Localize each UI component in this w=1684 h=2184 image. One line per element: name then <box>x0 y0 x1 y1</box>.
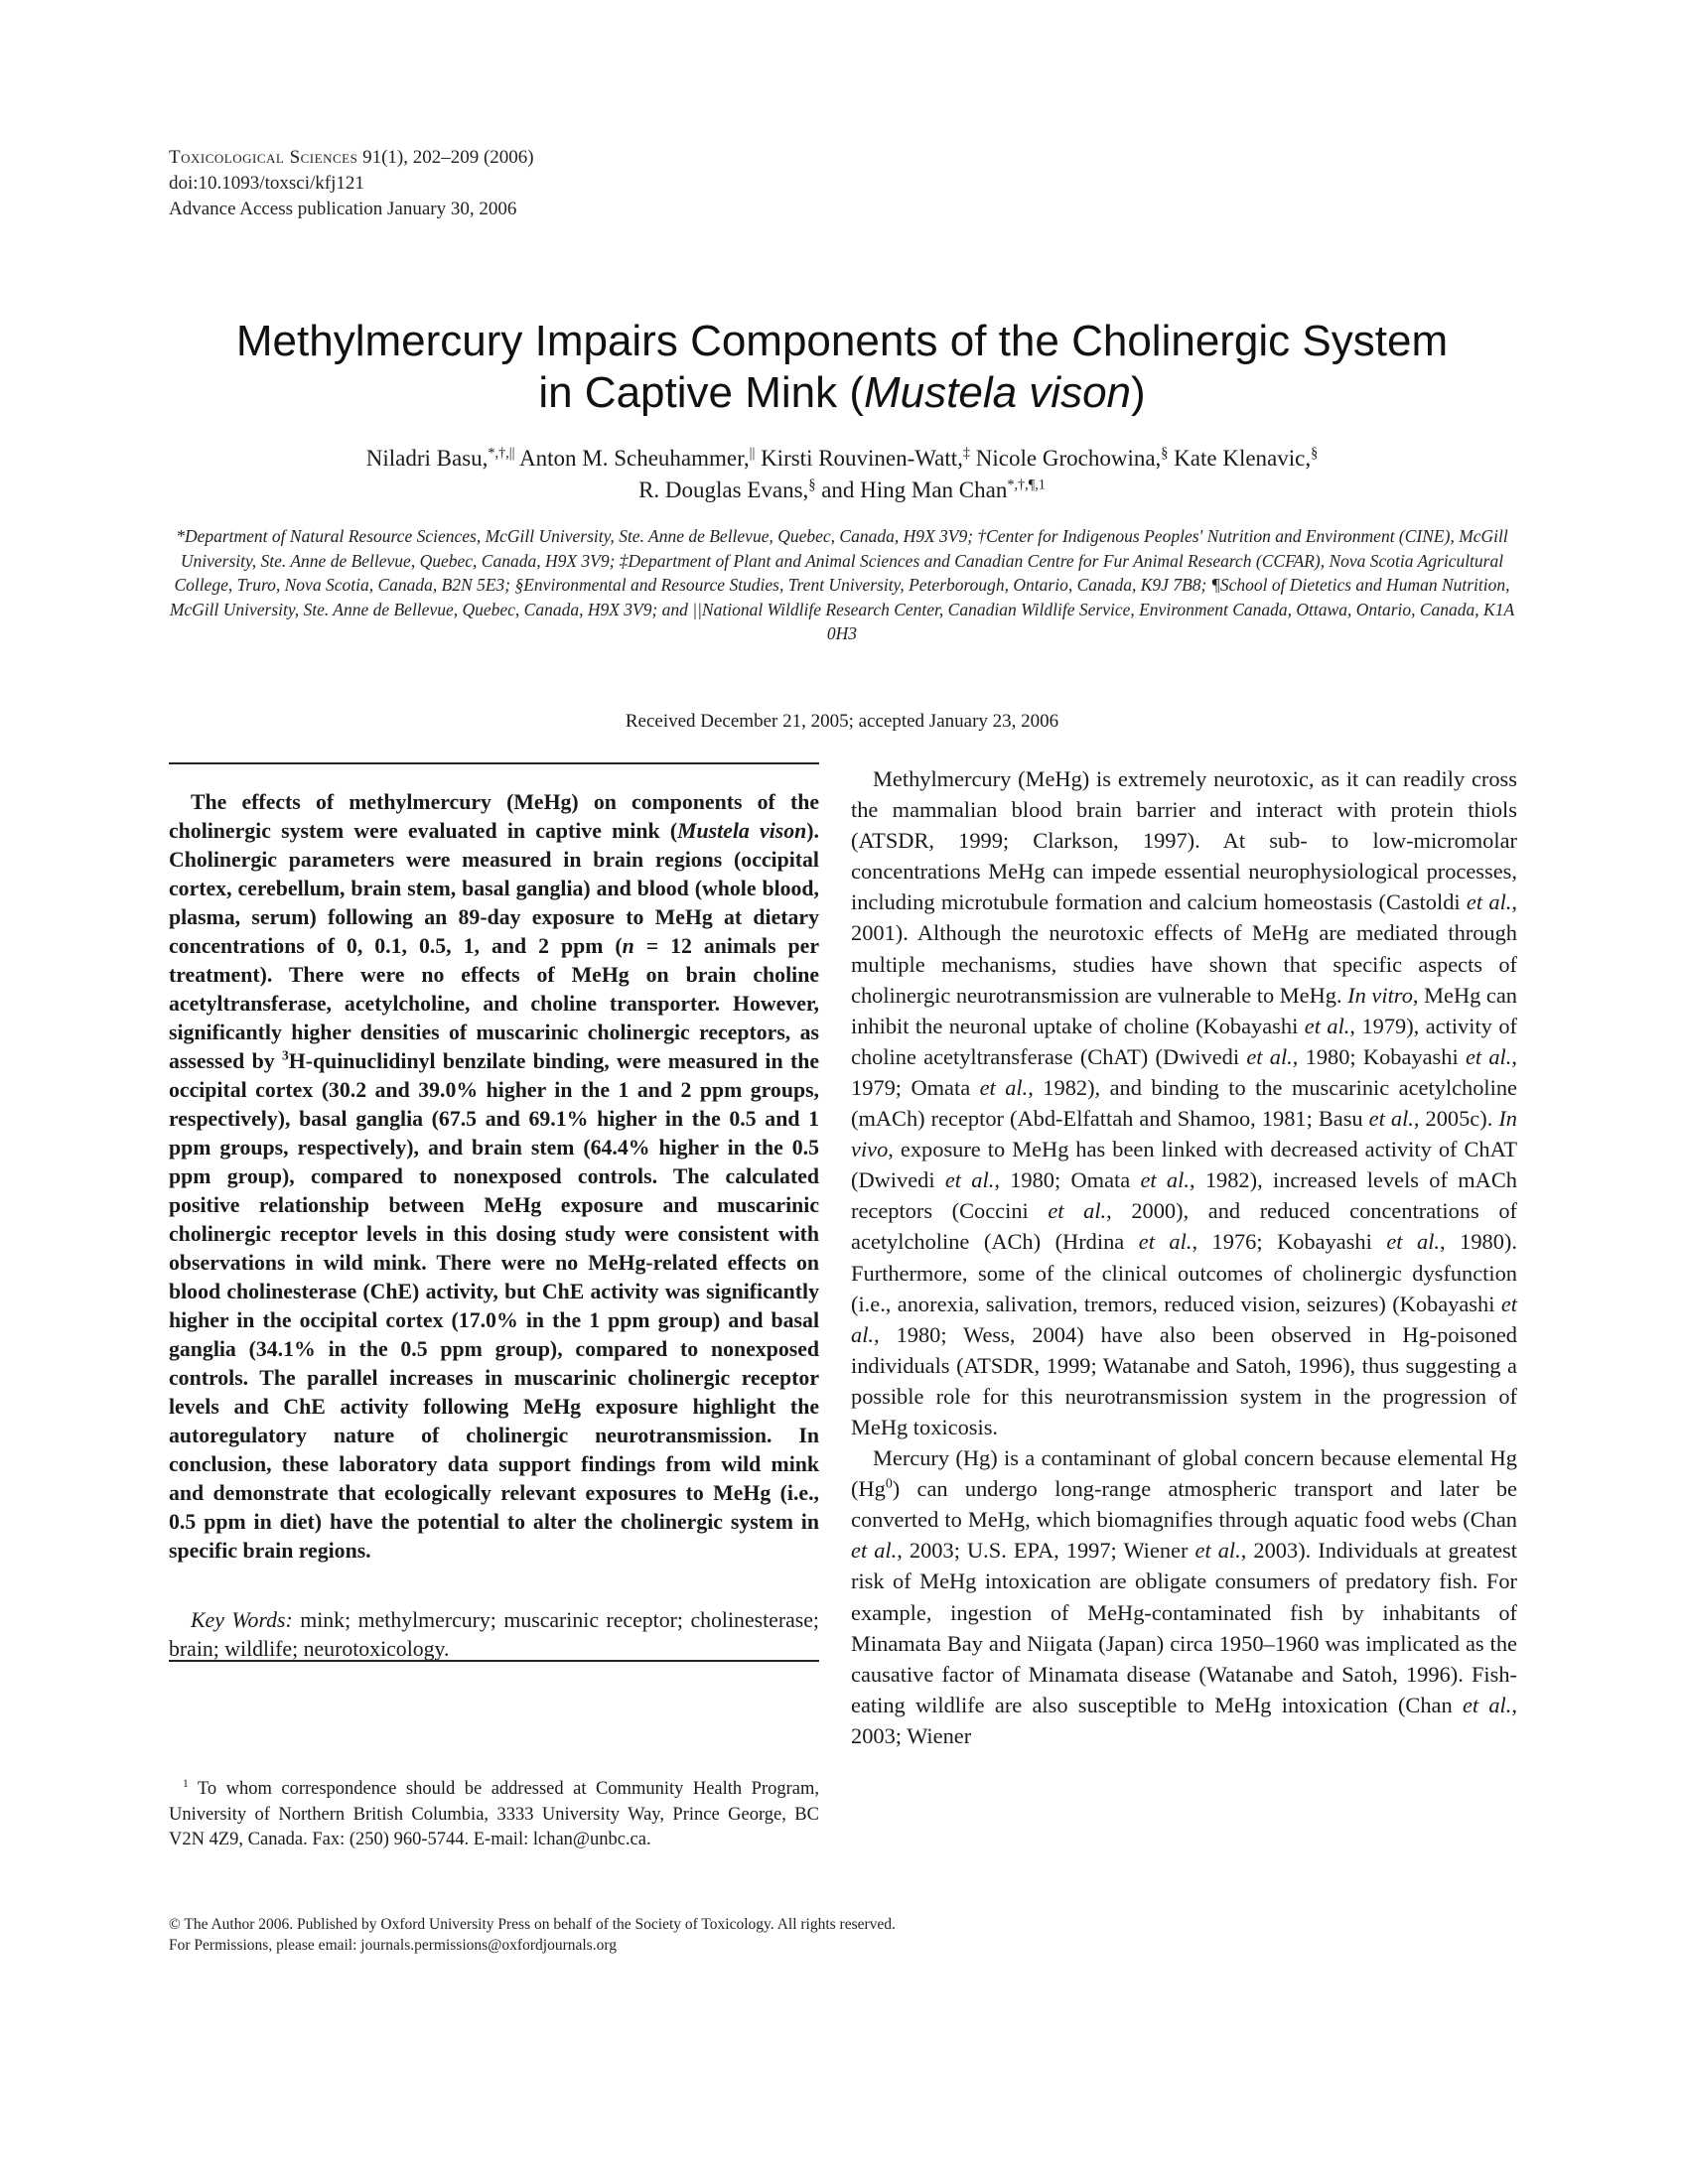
abstract-text: = 12 animals per treatment). There were no effects of MeHg on brain choline acetyltransferase, acetylcholine, and choline transporter. However, significantly higher densities of muscarinic cholinergic receptors, as assessed by <box>169 934 819 1073</box>
footnote-text: To whom correspondence should be addressed at Community Health Program, University of Northern British Columbia, 3333 University Way, Prince George, BC V2N 4Z9, Canada. Fax: (250) 960-5744. E-mail: lchan@unbc.ca. <box>169 1779 819 1849</box>
journal-citation-line <box>169 145 534 171</box>
author: R. Douglas Evans, <box>638 478 809 502</box>
author: Anton M. Scheuhammer, <box>514 446 750 471</box>
author-marks: § <box>1161 445 1169 462</box>
received-date: Received December 21, 2005; accepted January 23, 2006 <box>625 711 1059 732</box>
abstract-top-rule <box>169 762 819 764</box>
doi: doi:10.1093/toxsci/kfj121 <box>169 173 364 194</box>
title-line-1: Methylmercury Impairs Components of the Cholinergic System <box>235 317 1449 365</box>
abstract-n: n <box>622 934 634 958</box>
permissions-line: For Permissions, please email: journals.permissions@oxfordjournals.org <box>169 1937 617 1954</box>
author-marks: *,†,¶,1 <box>1007 477 1046 493</box>
citation: 91(1), 202–209 (2006) <box>362 147 534 168</box>
author: Kate Klenavic, <box>1168 446 1312 471</box>
footnote-mark: 1 <box>183 1777 189 1790</box>
journal-name: Toxicological Sciences <box>169 147 358 168</box>
author-marks: ‡ <box>962 445 971 462</box>
author-marks: § <box>808 477 816 493</box>
author-marks: § <box>1311 445 1319 462</box>
body-column <box>851 763 1517 1751</box>
author-marks: *,†,|| <box>488 445 515 462</box>
advance-access: Advance Access publication January 30, 2006 <box>169 199 517 219</box>
correspondence-footnote <box>169 1777 819 1853</box>
body-paragraph-1: Methylmercury (MeHg) is extremely neurotoxic, as it can readily cross the mammalian blood brain barrier and interact with protein thiols (ATSDR, 1999; Clarkson, 1997). At sub- to low-micromolar concentrations MeHg can impede essential neurophysiological processes, including microtubule formation and calcium homeostasis (Castoldi et al., 2001). Although the neurotoxic effects of MeHg are mediated through multiple mechanisms, studies have shown that specific aspects of cholinergic neurotransmission are vulnerable to MeHg. In vitro, MeHg can inhibit the neuronal uptake of choline (Kobayashi et al., 1979), activity of choline acetyltransferase (ChAT) (Dwivedi et al., 1980; Kobayashi et al., 1979; Omata et al., 1982), and binding to the muscarinic acetylcholine (mACh) receptor (Abd-Elfattah and Shamoo, 1981; Basu et al., 2005c). In vivo, exposure to MeHg has been linked with decreased activity of ChAT (Dwivedi et al., 1980; Omata et al., 1982), increased levels of mACh receptors (Coccini et al., 2000), and reduced concentrations of acetylcholine (ACh) (Hrdina et al., 1976; Kobayashi et al., 1980). Furthermore, some of the clinical outcomes of cholinergic dysfunction (i.e., anorexia, salivation, tremors, reduced vision, seizures) (Kobayashi et al., 1980; Wess, 2004) have also been observed in Hg-poisoned individuals (ATSDR, 1999; Watanabe and Satoh, 1996), thus suggesting a possible role for this neurotransmission system in the progression of MeHg toxicosis. <box>851 766 1518 1439</box>
title-line-2 <box>119 367 1565 419</box>
abstract <box>169 788 819 1566</box>
abstract-species: Mustela vison <box>677 819 807 843</box>
author: Niladri Basu, <box>365 446 489 471</box>
abstract-text: H-quinuclidinyl benzilate binding, were measured in the occipital cortex (30.2 and 39.0% higher in the 1 and 2 ppm groups, respectively), basal ganglia (67.5 and 69.1% higher in the 0.5 and 1 ppm groups, respectively), and brain stem (64.4% higher in the 0.5 ppm group), compared to nonexposed controls. The calculated positive relationship between MeHg exposure and muscarinic cholinergic receptor levels in this dosing study were consistent with observations in wild mink. There were no MeHg-related effects on blood cholinesterase (ChE) activity, but ChE activity was significantly higher in the occipital cortex (17.0% in the 1 ppm group) and basal ganglia (34.1% in the 0.5 ppm group), compared to nonexposed controls. The parallel increases in muscarinic cholinergic receptor levels and ChE activity following MeHg exposure highlight the autoregulatory nature of cholinergic neurotransmission. In conclusion, these laboratory data support findings from wild mink and demonstrate that ecologically relevant exposures to MeHg (i.e., 0.5 ppm in diet) have the potential to alter the cholinergic system in specific brain regions. <box>169 1049 819 1563</box>
author: and Hing Man Chan <box>815 478 1008 502</box>
title-text: ) <box>1131 368 1146 417</box>
keywords <box>169 1606 819 1664</box>
journal-header <box>169 145 534 222</box>
title-text: in Captive Mink ( <box>538 368 864 417</box>
author: Kirsti Rouvinen-Watt, <box>755 446 963 471</box>
author-line-2 <box>169 475 1515 506</box>
copyright-line: © The Author 2006. Published by Oxford University Press on behalf of the Society of Toxicology. All rights reserved. <box>169 1916 896 1933</box>
author-marks: || <box>749 445 756 462</box>
article-title <box>119 316 1565 419</box>
author: Nicole Grochowina, <box>970 446 1162 471</box>
affiliations: *Department of Natural Resource Sciences, McGill University, Ste. Anne de Bellevue, Quebec, Canada, H9X 3V9; †Center for Indigenous Peoples' Nutrition and Environment (CINE), McGill University, Ste. Anne de Bellevue, Quebec, Canada, H9X 3V9; ‡Department of Plant and Animal Sciences and Canadian Centre for Fur Animal Research (CCFAR), Nova Scotia Agricultural College, Truro, Nova Scotia, Canada, B2N 5E3; §Environmental and Resource Studies, Trent University, Peterborough, Ontario, Canada, K9J 7B8; ¶School of Dietetics and Human Nutrition, McGill University, Ste. Anne de Bellevue, Quebec, Canada, H9X 3V9; and ||National Wildlife Research Center, Canadian Wildlife Service, Environment Canada, Ottawa, Ontario, Canada, K1A 0H3 <box>169 526 1515 643</box>
author-list <box>169 443 1515 506</box>
body-paragraph-2: Mercury (Hg) is a contaminant of global concern because elemental Hg (Hg$^0$) can undergo long-range atmospheric transport and later be converted to MeHg, which biomagnifies through aquatic food webs (Chan et al., 2003; U.S. EPA, 1997; Wiener et al., 2003). Individuals at greatest risk of MeHg intoxication are obligate consumers of predatory fish. For example, ingestion of MeHg-contaminated fish by inhabitants of Minamata Bay and Niigata (Japan) circa 1950–1960 was implicated as the causative factor of Minamata disease (Watanabe and Satoh, 1996). Fish-eating wildlife are also susceptible to MeHg intoxication (Chan et al., 2003; Wiener <box>851 1445 1517 1748</box>
abstract-text: The effects of methylmercury (MeHg) on components of the cholinergic system were evaluated in captive mink ( <box>169 790 819 843</box>
author-line-1 <box>169 443 1515 475</box>
title-species: Mustela vison <box>864 368 1132 417</box>
copyright-notice <box>169 1914 896 1956</box>
keywords-label: Key Words: <box>191 1608 293 1632</box>
keywords-text: mink; methylmercury; muscarinic receptor; cholinesterase; brain; wildlife; neurotoxicology. <box>169 1608 819 1661</box>
abstract-sup: 3 <box>281 1047 289 1063</box>
abstract-text: ). Cholinergic parameters were measured in brain regions (occipital cortex, cerebellum, brain stem, basal ganglia) and blood (whole blood, plasma, serum) following an 89-day exposure to MeHg at dietary concentrations of 0, 0.1, 0.5, 1, and 2 ppm ( <box>169 819 819 958</box>
